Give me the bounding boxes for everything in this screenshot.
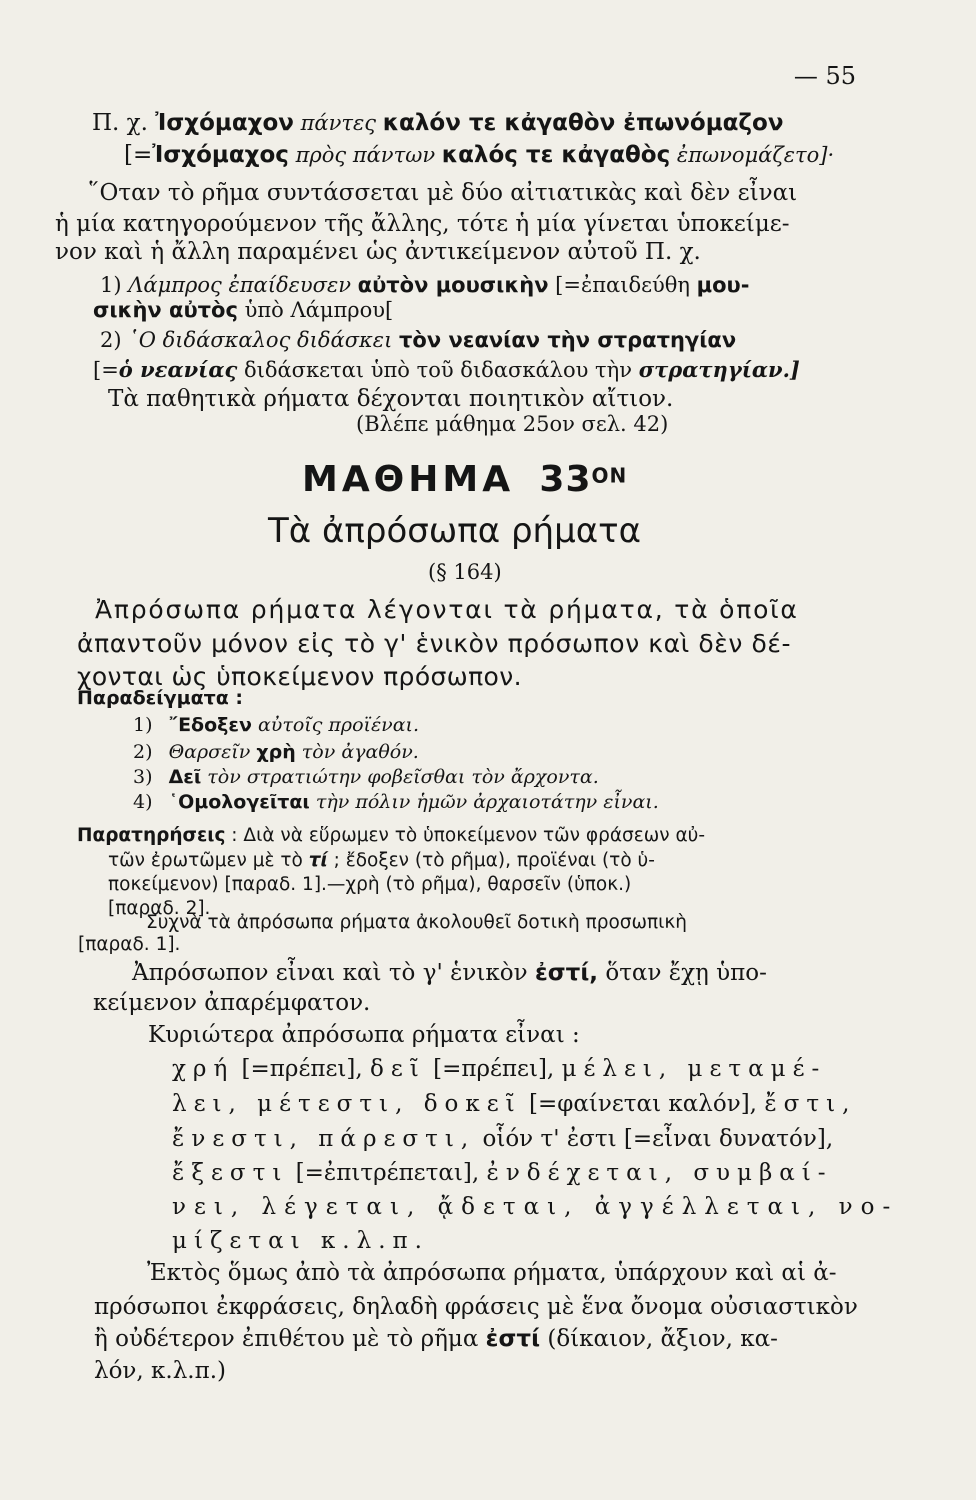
rest-line-8: νει, λέγεται, ᾄδεται, ἀγγέλλεται, νο- bbox=[172, 1194, 899, 1220]
example-3: 3) Δεῖ τὸν στρατιώτην φοβεῖσθαι τὸν ἄρχοντα. bbox=[133, 766, 599, 788]
notes-line-1: Παρατηρήσεις : Διὰ νὰ εὕρωμεν τὸ ὑποκείμενον τῶν φράσεων αὐ- bbox=[77, 825, 706, 846]
rest-line-9: μίζεται κ.λ.π. bbox=[172, 1228, 429, 1254]
top-line-10: Τὰ παθητικὰ ρήματα δέχονται ποιητικὸν αἴτιον. bbox=[108, 386, 674, 412]
rest-line-2: κείμενον ἀπαρέμφατον. bbox=[93, 990, 371, 1016]
notes-line-4: [παραδ. 2]. bbox=[108, 898, 211, 919]
top-line-6: 1) Λάμπρος ἐπαίδευσεν αὐτὸν μουσικὴν [=ἐπαιδεύθη μου- bbox=[100, 273, 750, 297]
lesson-title: ΜΑΘΗΜΑ 33ΟΝ bbox=[302, 459, 628, 500]
definition-line-2: ἀπαντοῦν μόνον εἰς τὸ γ' ἑνικὸν πρόσωπον καὶ δὲν δέ- bbox=[77, 629, 792, 658]
rest-line-12: ἢ οὐδέτερον ἐπιθέτου μὲ τὸ ρῆμα ἐστί (δίκαιον, ἄξιον, κα- bbox=[94, 1326, 778, 1352]
top-line-7: σικὴν αὐτὸς ὑπὸ Λάμπρου[ bbox=[93, 298, 394, 322]
top-line-2: [=Ἰσχόμαχος πρὸς πάντων καλός τε κἀγαθὸς ἐπωνομάζετο]· bbox=[124, 142, 835, 168]
rest-line-13: λόν, κ.λ.π.) bbox=[94, 1358, 227, 1384]
examples-heading: Παραδείγματα : bbox=[77, 687, 244, 709]
top-line-8: 2) ῾Ο διδάσκαλος διδάσκει τὸν νεανίαν τὴν στρατηγίαν bbox=[100, 328, 737, 352]
example-1: 1) ῎Εδοξεν αὐτοῖς προϊέναι. bbox=[133, 714, 420, 736]
notes-line-6: [παραδ. 1]. bbox=[78, 934, 181, 955]
rest-line-3: Κυριώτερα ἀπρόσωπα ρήματα εἶναι : bbox=[148, 1022, 580, 1048]
example-2: 2) Θαρσεῖν χρὴ τὸν ἀγαθόν. bbox=[133, 741, 419, 763]
rest-line-5: λει, μέτεστι, δοκεῖ [=φαίνεται καλόν], ἔστι, bbox=[172, 1091, 857, 1117]
lesson-subtitle: Τὰ ἀπρόσωπα ρήματα bbox=[268, 511, 642, 551]
rest-line-10: Ἐκτὸς ὅμως ἀπὸ τὰ ἀπρόσωπα ρήματα, ὑπάρχουν καὶ αἱ ἀ- bbox=[147, 1260, 837, 1286]
section-ref: (§ 164) bbox=[428, 560, 502, 584]
notes-line-2: τῶν ἐρωτῶμεν μὲ τὸ τί ; ἔδοξεν (τὸ ρῆμα), προϊέναι (τὸ ὑ- bbox=[108, 850, 655, 871]
top-line-3: ῞Οταν τὸ ρῆμα συντάσσεται μὲ δύο αἰτιατικὰς καὶ δὲν εἶναι bbox=[88, 180, 798, 206]
notes-line-5: Συχνὰ τὰ ἀπρόσωπα ρήματα ἀκολουθεῖ δοτικὴ προσωπικὴ bbox=[146, 912, 688, 933]
rest-line-1: Ἀπρόσωπον εἶναι καὶ τὸ γ' ἑνικὸν ἐστί, ὅταν ἔχῃ ὑπο- bbox=[132, 960, 767, 986]
definition-line-3: χονται ὡς ὑποκείμενον πρόσωπον. bbox=[77, 662, 522, 691]
page-number: — 55 bbox=[793, 62, 856, 90]
top-line-5: νον καὶ ἡ ἄλλη παραμένει ὡς ἀντικείμενον αὐτοῦ Π. χ. bbox=[55, 239, 701, 265]
top-line-9: [=ὁ νεανίας διδάσκεται ὑπὸ τοῦ διδασκάλου τὴν στρατηγίαν.] bbox=[93, 357, 800, 382]
example-4: 4) ῾Ομολογεῖται τὴν πόλιν ἡμῶν ἀρχαιοτάτην εἶναι. bbox=[133, 791, 659, 813]
top-line-1: Π. χ. Ἰσχόμαχον πάντες καλόν τε κἀγαθὸν ἐπωνόμαζον bbox=[92, 110, 784, 136]
top-line-4: ἡ μία κατηγορούμενον τῆς ἄλλης, τότε ἡ μία γίνεται ὑποκείμε- bbox=[55, 211, 790, 237]
rest-line-7: ἔξεστι [=ἐπιτρέπεται], ἐνδέχεται, συμβαί- bbox=[172, 1160, 833, 1186]
notes-line-3: ποκείμενον) [παραδ. 1].—χρὴ (τὸ ρῆμα), θαρσεῖν (ὑποκ.) bbox=[108, 874, 632, 895]
rest-line-11: πρόσωποι ἐκφράσεις, δηλαδὴ φράσεις μὲ ἕνα ὄνομα οὐσιαστικὸν bbox=[94, 1294, 858, 1320]
definition-line-1: Ἀπρόσωπα ρήματα λέγονται τὰ ρήματα, τὰ ὁποῖα bbox=[95, 595, 799, 624]
rest-line-6: ἔνεστι, πάρεστι, οἷόν τ' ἐστι [=εἶναι δυνατόν], bbox=[172, 1126, 834, 1152]
top-line-11: (Βλέπε μάθημα 25ον σελ. 42) bbox=[356, 412, 669, 436]
rest-line-4: χρή [=πρέπει], δεῖ [=πρέπει], μέλει, μεταμέ- bbox=[172, 1056, 827, 1082]
